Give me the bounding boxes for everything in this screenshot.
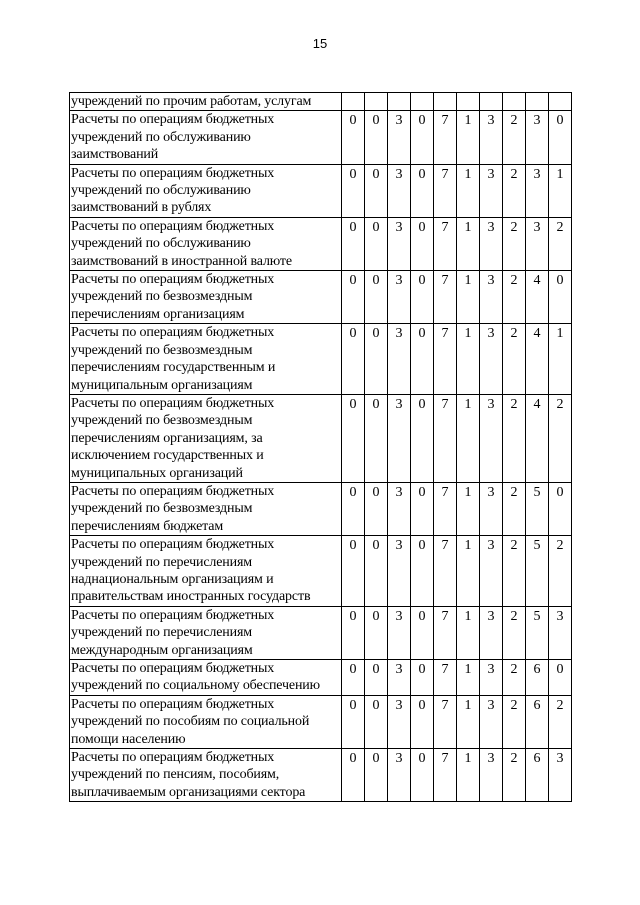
- code-digit-cell: 1: [457, 606, 480, 659]
- code-digit-cell: 7: [434, 394, 457, 482]
- code-digit-cell: [388, 93, 411, 111]
- account-name-cell: Расчеты по операциям бюджетных учреждений по перечислениям международным организациям: [70, 606, 342, 659]
- account-name-cell: Расчеты по операциям бюджетных учреждений по пенсиям, пособиям, выплачиваемым организациями сектора: [70, 749, 342, 802]
- code-digit-cell: 3: [526, 164, 549, 217]
- table-row: [70, 111, 572, 164]
- table-row: [70, 482, 572, 535]
- code-digit-cell: 3: [388, 695, 411, 748]
- code-digit-cell: 0: [411, 606, 434, 659]
- account-name-cell: Расчеты по операциям бюджетных учреждений по обслуживанию заимствований в иностранной валюте: [70, 217, 342, 270]
- code-digit-cell: 0: [365, 164, 388, 217]
- table-row: [70, 660, 572, 696]
- code-digit-cell: 0: [411, 482, 434, 535]
- code-digit-cell: 2: [503, 324, 526, 395]
- code-digit-cell: 2: [503, 606, 526, 659]
- code-digit-cell: 3: [388, 536, 411, 607]
- code-digit-cell: 3: [480, 271, 503, 324]
- account-name-cell: Расчеты по операциям бюджетных учреждений по пособиям по социальной помощи населению: [70, 695, 342, 748]
- table-row: [70, 164, 572, 217]
- code-digit-cell: 0: [549, 482, 572, 535]
- code-digit-cell: 3: [549, 606, 572, 659]
- code-digit-cell: 7: [434, 749, 457, 802]
- code-digit-cell: 6: [526, 660, 549, 696]
- table-row: [70, 217, 572, 270]
- code-digit-cell: 0: [411, 271, 434, 324]
- code-digit-cell: 1: [457, 111, 480, 164]
- code-digit-cell: 1: [457, 749, 480, 802]
- code-digit-cell: 0: [365, 111, 388, 164]
- code-digit-cell: 3: [388, 271, 411, 324]
- code-digit-cell: 3: [526, 111, 549, 164]
- code-digit-cell: 7: [434, 606, 457, 659]
- code-digit-cell: 6: [526, 749, 549, 802]
- code-digit-cell: 7: [434, 660, 457, 696]
- code-digit-cell: 3: [480, 536, 503, 607]
- code-digit-cell: 1: [457, 164, 480, 217]
- code-digit-cell: 0: [411, 217, 434, 270]
- code-digit-cell: 3: [388, 394, 411, 482]
- code-digit-cell: 3: [480, 482, 503, 535]
- code-digit-cell: 2: [549, 217, 572, 270]
- table-row: [70, 324, 572, 395]
- account-name-cell: Расчеты по операциям бюджетных учреждений по безвозмездным перечислениям организациям: [70, 271, 342, 324]
- code-digit-cell: 3: [388, 164, 411, 217]
- code-digit-cell: 2: [503, 217, 526, 270]
- account-name-cell: Расчеты по операциям бюджетных учреждений по безвозмездным перечислениям организациям, за исключением государственных и муниципальных организаций: [70, 394, 342, 482]
- code-digit-cell: 1: [457, 271, 480, 324]
- code-digit-cell: 0: [365, 749, 388, 802]
- code-digit-cell: 0: [342, 394, 365, 482]
- code-digit-cell: 0: [342, 324, 365, 395]
- code-digit-cell: [526, 93, 549, 111]
- code-digit-cell: 0: [411, 695, 434, 748]
- code-digit-cell: 7: [434, 536, 457, 607]
- code-digit-cell: 2: [503, 660, 526, 696]
- code-digit-cell: 0: [342, 164, 365, 217]
- code-digit-cell: 7: [434, 271, 457, 324]
- code-digit-cell: 3: [549, 749, 572, 802]
- code-digit-cell: 1: [457, 660, 480, 696]
- code-digit-cell: 0: [365, 217, 388, 270]
- code-digit-cell: [457, 93, 480, 111]
- code-digit-cell: 0: [411, 111, 434, 164]
- code-digit-cell: 0: [365, 536, 388, 607]
- account-name-cell: Расчеты по операциям бюджетных учреждений по безвозмездным перечислениям бюджетам: [70, 482, 342, 535]
- code-digit-cell: 1: [457, 536, 480, 607]
- code-digit-cell: [480, 93, 503, 111]
- code-digit-cell: 7: [434, 111, 457, 164]
- code-digit-cell: 7: [434, 217, 457, 270]
- code-digit-cell: 0: [549, 271, 572, 324]
- table-row: [70, 536, 572, 607]
- account-name-cell: Расчеты по операциям бюджетных учреждений по перечислениям наднациональным организациям и правительствам иностранных государств: [70, 536, 342, 607]
- code-digit-cell: 3: [480, 164, 503, 217]
- code-digit-cell: 3: [480, 394, 503, 482]
- code-digit-cell: 3: [526, 217, 549, 270]
- code-digit-cell: 1: [457, 217, 480, 270]
- table-row: [70, 606, 572, 659]
- code-digit-cell: 4: [526, 324, 549, 395]
- table-row: [70, 394, 572, 482]
- code-digit-cell: 0: [342, 536, 365, 607]
- code-digit-cell: 5: [526, 536, 549, 607]
- code-digit-cell: 1: [457, 695, 480, 748]
- code-digit-cell: 2: [503, 164, 526, 217]
- code-digit-cell: 2: [549, 394, 572, 482]
- code-digit-cell: 0: [342, 660, 365, 696]
- code-digit-cell: 2: [503, 695, 526, 748]
- code-digit-cell: 0: [411, 164, 434, 217]
- code-digit-cell: 1: [457, 324, 480, 395]
- code-digit-cell: [411, 93, 434, 111]
- code-digit-cell: 0: [411, 749, 434, 802]
- code-digit-cell: 7: [434, 695, 457, 748]
- code-digit-cell: [342, 93, 365, 111]
- code-digit-cell: 2: [503, 482, 526, 535]
- code-digit-cell: 0: [549, 111, 572, 164]
- code-digit-cell: 7: [434, 482, 457, 535]
- code-digit-cell: 2: [503, 271, 526, 324]
- code-digit-cell: 0: [411, 394, 434, 482]
- account-name-cell: Расчеты по операциям бюджетных учреждений по социальному обеспечению: [70, 660, 342, 696]
- code-digit-cell: 2: [549, 695, 572, 748]
- table-row: [70, 749, 572, 802]
- code-digit-cell: 3: [480, 324, 503, 395]
- code-digit-cell: 0: [365, 660, 388, 696]
- code-digit-cell: 0: [365, 394, 388, 482]
- code-digit-cell: 0: [342, 695, 365, 748]
- code-digit-cell: 3: [480, 749, 503, 802]
- code-digit-cell: [365, 93, 388, 111]
- code-digit-cell: 0: [365, 482, 388, 535]
- code-digit-cell: 3: [480, 606, 503, 659]
- code-digit-cell: 3: [480, 111, 503, 164]
- account-name-cell: учреждений по прочим работам, услугам: [70, 93, 342, 111]
- table-row: [70, 93, 572, 111]
- code-digit-cell: [434, 93, 457, 111]
- code-digit-cell: 0: [365, 324, 388, 395]
- code-digit-cell: 0: [411, 324, 434, 395]
- code-digit-cell: 3: [388, 660, 411, 696]
- code-digit-cell: 7: [434, 164, 457, 217]
- code-digit-cell: 3: [480, 660, 503, 696]
- code-digit-cell: 0: [342, 217, 365, 270]
- code-digit-cell: 5: [526, 482, 549, 535]
- account-name-cell: Расчеты по операциям бюджетных учреждений по обслуживанию заимствований в рублях: [70, 164, 342, 217]
- code-digit-cell: 1: [457, 482, 480, 535]
- code-digit-cell: 0: [342, 749, 365, 802]
- code-digit-cell: [549, 93, 572, 111]
- table-row: [70, 695, 572, 748]
- code-digit-cell: 3: [388, 482, 411, 535]
- code-digit-cell: 1: [549, 324, 572, 395]
- table-body: [70, 93, 572, 802]
- code-digit-cell: [503, 93, 526, 111]
- code-digit-cell: 0: [549, 660, 572, 696]
- code-digit-cell: 1: [549, 164, 572, 217]
- code-digit-cell: 0: [365, 271, 388, 324]
- code-digit-cell: 3: [388, 217, 411, 270]
- code-digit-cell: 3: [388, 606, 411, 659]
- code-digit-cell: 2: [503, 394, 526, 482]
- page-number: 15: [312, 36, 328, 51]
- code-digit-cell: 3: [480, 695, 503, 748]
- code-digit-cell: 0: [342, 482, 365, 535]
- account-name-cell: Расчеты по операциям бюджетных учреждений по обслуживанию заимствований: [70, 111, 342, 164]
- code-digit-cell: 2: [503, 111, 526, 164]
- code-digit-cell: 0: [365, 606, 388, 659]
- code-digit-cell: 4: [526, 271, 549, 324]
- code-digit-cell: 0: [411, 660, 434, 696]
- code-digit-cell: 5: [526, 606, 549, 659]
- table-row: [70, 271, 572, 324]
- code-digit-cell: 3: [388, 749, 411, 802]
- code-digit-cell: 6: [526, 695, 549, 748]
- code-digit-cell: 7: [434, 324, 457, 395]
- code-digit-cell: 0: [342, 606, 365, 659]
- code-digit-cell: 4: [526, 394, 549, 482]
- code-digit-cell: 3: [388, 111, 411, 164]
- code-digit-cell: 1: [457, 394, 480, 482]
- code-digit-cell: 3: [480, 217, 503, 270]
- code-digit-cell: 0: [342, 271, 365, 324]
- code-digit-cell: 0: [411, 536, 434, 607]
- code-digit-cell: 2: [503, 749, 526, 802]
- account-name-cell: Расчеты по операциям бюджетных учреждений по безвозмездным перечислениям государственным и муниципальным организациям: [70, 324, 342, 395]
- code-digit-cell: 0: [365, 695, 388, 748]
- code-digit-cell: 3: [388, 324, 411, 395]
- code-digit-cell: 2: [549, 536, 572, 607]
- code-digit-cell: 0: [342, 111, 365, 164]
- account-codes-table: [69, 92, 572, 802]
- code-digit-cell: 2: [503, 536, 526, 607]
